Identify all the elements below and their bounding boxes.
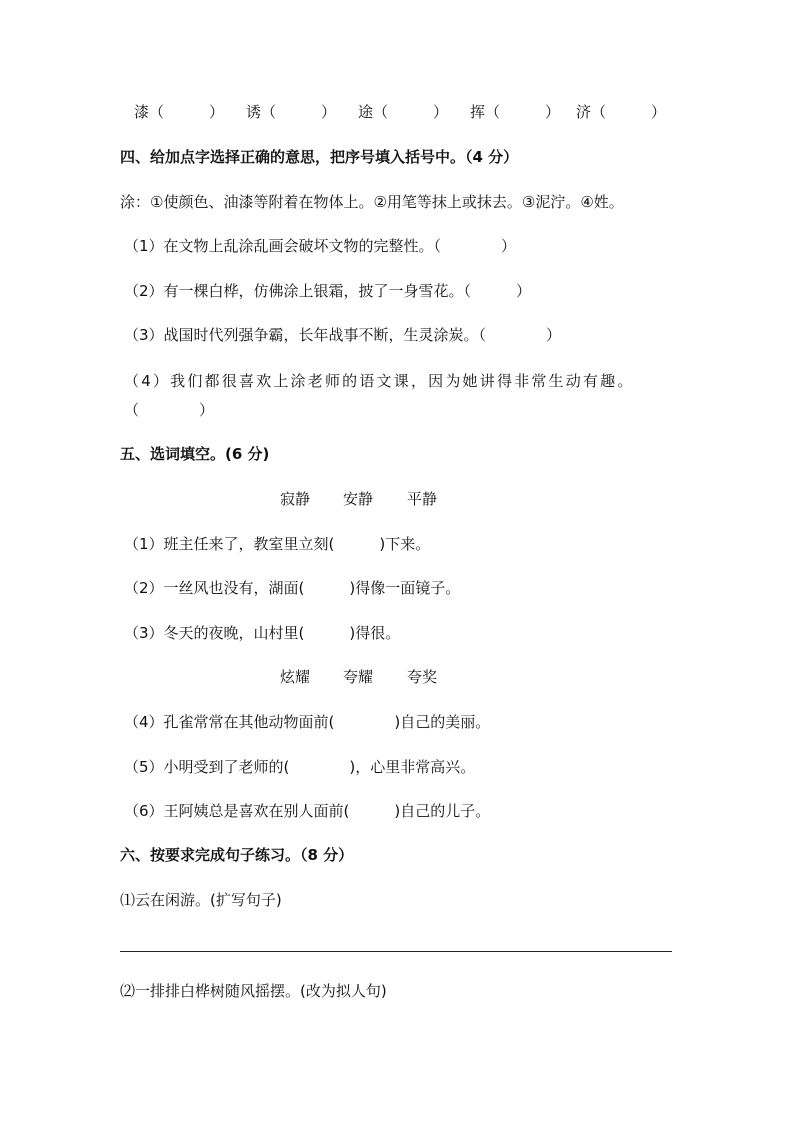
char-bracket-item: 途（ ） <box>358 103 449 121</box>
fill-blank-item: （5）小明受到了老师的( )，心里非常高兴。 <box>124 758 476 776</box>
char-bracket-item: 诱（ ） <box>246 103 337 121</box>
question-item: （2）有一棵白桦，仿佛涂上银霜，披了一身雪花。（ ） <box>124 282 532 300</box>
answer-line <box>120 951 672 952</box>
section-4-heading: 四、给加点字选择正确的意思，把序号填入括号中。（4 分） <box>120 148 519 166</box>
section-5-heading: 五、选词填空。(6 分) <box>120 445 270 463</box>
char-bracket-item: 漆（ ） <box>134 103 225 121</box>
char-bracket-item: 济（ ） <box>576 103 667 121</box>
word-choice: 炫耀 <box>280 668 311 686</box>
word-choice: 安静 <box>343 490 374 508</box>
sentence-task: ⑵一排排白桦树随风摇摆。(改为拟人句) <box>120 982 387 1000</box>
word-choice: 寂静 <box>280 490 311 508</box>
word-choice: 平静 <box>407 490 438 508</box>
sentence-task: ⑴云在闲游。(扩写句子) <box>120 891 282 909</box>
char-bracket-item: 挥（ ） <box>470 103 561 121</box>
fill-blank-item: （6）王阿姨总是喜欢在别人面前( )自己的儿子。 <box>124 802 491 820</box>
fill-blank-item: （3）冬天的夜晚，山村里( )得很。 <box>124 624 401 642</box>
word-choice: 夸耀 <box>343 668 374 686</box>
fill-blank-item: （4）孔雀常常在其他动物面前( )自己的美丽。 <box>124 713 491 731</box>
question-item: （3）战国时代列强争霸，长年战事不断，生灵涂炭。（ ） <box>124 326 562 344</box>
question-item: （4）我们都很喜欢上涂老师的语文课，因为她讲得非常生动有趣。 <box>124 372 635 390</box>
section-6-heading: 六、按要求完成句子练习。（8 分） <box>120 846 354 864</box>
definition-line: 涂：①使颜色、油漆等附着在物体上。②用笔等抹上或抹去。③泥泞。④姓。 <box>120 193 624 211</box>
question-item-continuation: （ ） <box>124 401 215 419</box>
fill-blank-item: （2）一丝风也没有，湖面( )得像一面镜子。 <box>124 579 461 597</box>
question-item: （1）在文物上乱涂乱画会破坏文物的完整性。（ ） <box>124 237 517 255</box>
word-choice: 夸奖 <box>407 668 438 686</box>
fill-blank-item: （1）班主任来了，教室里立刻( )下来。 <box>124 535 431 553</box>
